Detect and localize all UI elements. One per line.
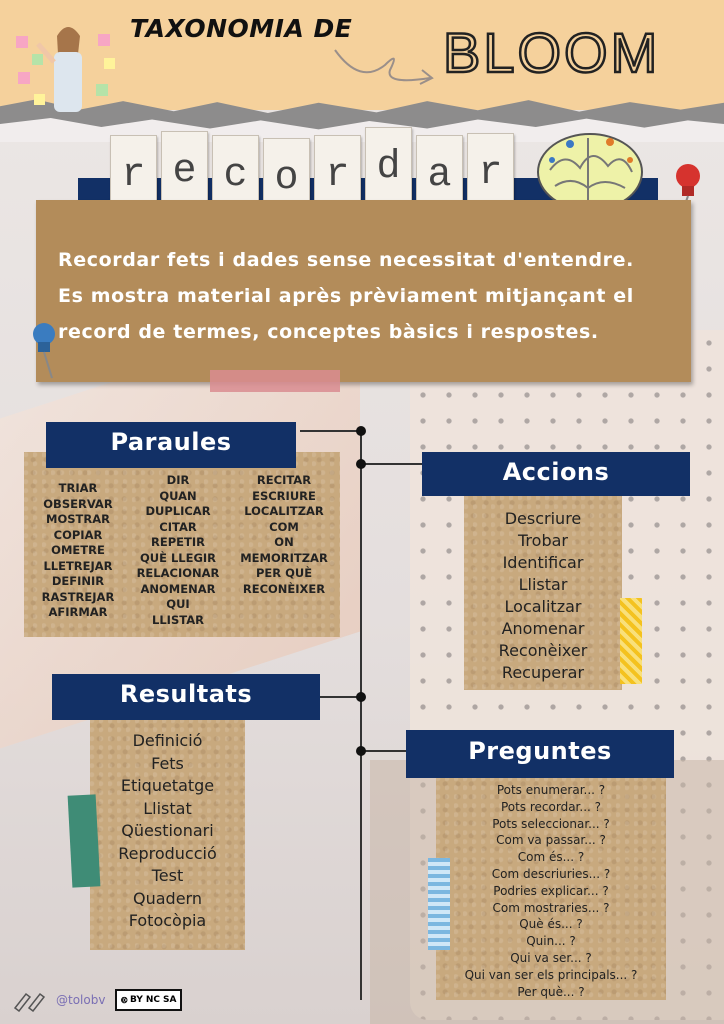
word: LOCALITZAR <box>244 504 324 518</box>
list-item: Etiquetatge <box>120 776 215 795</box>
resultats-label: Resultats <box>119 680 253 708</box>
word: CITAR <box>159 519 197 534</box>
list-item: Llistar <box>518 575 568 594</box>
license-sa: SA <box>163 995 177 1005</box>
license-by: BY <box>130 995 143 1005</box>
paraules-label: Paraules <box>110 428 232 456</box>
list-item: Qui van ser els principals... ? <box>464 967 638 982</box>
word: REPETIR <box>151 535 205 549</box>
list-item: Anomenar <box>501 619 585 638</box>
cc-icon: 🅭 <box>121 995 127 1006</box>
word: COPIAR <box>53 527 103 542</box>
list-item: Què és... ? <box>519 917 583 932</box>
description-line: Es mostra material après prèviament mitjançant el <box>58 285 634 307</box>
description-text <box>58 242 698 350</box>
connector-paraules <box>300 430 362 432</box>
timeline-line <box>360 430 362 1000</box>
word: AFIRMAR <box>48 605 108 619</box>
word: LLETREJAR <box>43 558 113 573</box>
word: DIR <box>166 473 190 487</box>
word: RECONÈIXER <box>242 581 326 596</box>
word: DEFINIR <box>51 574 105 588</box>
connector-preguntes <box>362 750 407 752</box>
timeline-dot <box>356 692 366 702</box>
timeline-dot <box>356 426 366 436</box>
list-item: Pots enumerar... ? <box>496 783 606 797</box>
tape-strip <box>428 858 450 950</box>
letter-tile: d <box>365 127 412 207</box>
title-taxonomia-de: TAXONOMIA DE <box>130 14 353 43</box>
resultats-list <box>90 730 245 933</box>
list-item: Qüestionari <box>121 821 214 840</box>
word: RECITAR <box>256 473 312 487</box>
word: ON <box>274 535 294 549</box>
person-with-sticky-notes-illustration <box>12 14 122 124</box>
letter-tile: e <box>161 131 208 211</box>
letter-tile: c <box>212 135 259 215</box>
footer <box>12 988 182 1012</box>
list-item: Fets <box>151 753 184 773</box>
letter-tile: r <box>110 135 157 215</box>
paraules-column-3 <box>234 473 334 597</box>
timeline-dot <box>356 746 366 756</box>
paraules-column-2 <box>130 473 226 628</box>
letter-tile: o <box>263 138 310 218</box>
list-item: Com descriuries... ? <box>491 866 611 881</box>
list-item: Fotocòpia <box>128 911 207 930</box>
list-item: Descriure <box>504 509 582 528</box>
pencil-doodle-icon <box>12 988 46 1012</box>
list-item: Definició <box>132 731 203 750</box>
word: OMETRE <box>51 543 105 557</box>
timeline-dot <box>356 459 366 469</box>
list-item: Com mostraries... ? <box>492 900 610 915</box>
accions-label: Accions <box>502 458 610 486</box>
license-nc: NC <box>145 995 161 1005</box>
tape-strip <box>210 370 340 392</box>
description-line: Recordar fets i dades sense necessitat d'entendre. <box>58 249 634 271</box>
word: RASTREJAR <box>41 589 115 604</box>
list-item: Pots seleccionar... ? <box>492 816 610 831</box>
list-item: Localitzar <box>504 597 582 616</box>
list-item: Reconèixer <box>498 641 588 660</box>
word: MOSTRAR <box>46 512 110 526</box>
word: TRIAR <box>58 481 98 495</box>
list-item: Com és... ? <box>517 850 585 865</box>
tape-strip <box>620 598 642 684</box>
word: MEMORITZAR <box>240 550 328 565</box>
word: PER QUÈ <box>255 566 313 580</box>
word: COM <box>269 519 299 534</box>
tape-strip <box>68 794 101 887</box>
letter-tile: a <box>416 135 463 215</box>
list-item: Test <box>151 866 184 885</box>
list-item: Podries explicar... ? <box>493 883 609 898</box>
preguntes-list <box>436 782 666 1000</box>
list-item: Identificar <box>502 553 584 572</box>
word: QUAN <box>159 488 197 503</box>
letter-tile: r <box>467 133 514 213</box>
list-item: Llistat <box>143 798 192 818</box>
list-item: Trobar <box>518 531 568 550</box>
word: QUÈ LLEGIR <box>139 550 217 565</box>
connector-accions <box>362 463 427 465</box>
word: RELACIONAR <box>136 566 220 580</box>
word: ESCRIURE <box>252 488 316 503</box>
letter-tile: r <box>314 135 361 215</box>
list-item: Qui va ser... ? <box>510 950 592 965</box>
blue-pushpin-icon <box>26 320 66 380</box>
word: OBSERVAR <box>43 496 113 511</box>
preguntes-label: Preguntes <box>468 737 612 765</box>
curly-arrow-icon <box>330 40 440 90</box>
word: DUPLICAR <box>145 504 211 518</box>
accions-list <box>464 508 622 684</box>
list-item: Com va passar... ? <box>496 833 606 848</box>
title-bloom: BLOOM <box>443 21 661 84</box>
word: LLISTAR <box>152 612 204 627</box>
list-item: Quin... ? <box>526 934 576 949</box>
list-item: Quadern <box>133 888 202 908</box>
description-line: record de termes, conceptes bàsics i respostes. <box>58 321 599 343</box>
list-item: Recuperar <box>501 663 585 682</box>
cc-license-badge <box>115 989 182 1011</box>
list-item: Reproducció <box>118 843 217 863</box>
word: ANOMENAR <box>140 581 216 596</box>
author-handle: @tolobv <box>56 993 106 1007</box>
list-item: Per què... ? <box>517 984 585 999</box>
word: QUI <box>166 597 190 611</box>
paraules-column-1 <box>30 481 126 621</box>
list-item: Pots recordar... ? <box>500 799 602 814</box>
